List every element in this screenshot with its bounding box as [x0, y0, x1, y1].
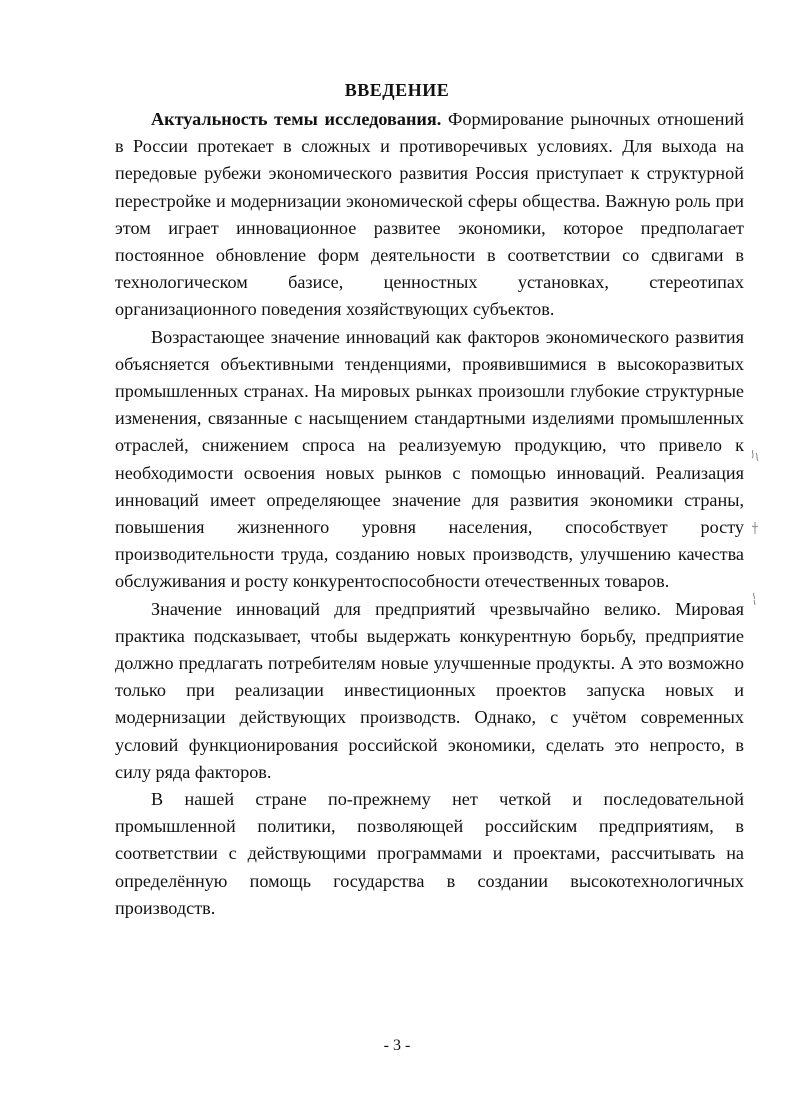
paragraph-text: В нашей стране по-прежнему нет четкой и последовательной промышленной политики, позволяющей российским предприятиям, в соответствии с действующими программами и проектами, рассчитывать на определённую помощь государства в создании высокотехнологичных производств.: [115, 789, 744, 918]
scan-margin-mark: [749, 592, 761, 606]
paragraph-text: Формирование рыночных отношений в России протекает в сложных и противоречивых условиях. Для выхода на передовые рубежи экономического развития Россия приступает к структурной перестройке и модернизации экономической сферы общества. Важную роль при этом играет инновационное развитее экономики, которое предполагает постоянное обновление форм деятельности в соответствии со сдвигами в технологическом базисе, ценностных установках, стереотипах организационного поведения хозяйствующих субъектов.: [115, 109, 744, 320]
paragraph-innovation-growth: [115, 324, 744, 596]
paragraph-text: Возрастающее значение инноваций как факторов экономического развития объясняется объективными тенденциями, проявившимися в высокоразвитых промышленных странах. На мировых рынках произошли глубокие структурные изменения, связанные с насыщением стандартными изделиями промышленных отраслей, снижением спроса на реализуемую продукцию, что привело к необходимости освоения новых рынков с помощью инноваций. Реализация инноваций имеет определяющее значение для развития экономики страны, повышения жизненного уровня населения, способствует росту производительности труда, созданию новых производств, улучшению качества обслуживания и росту конкурентоспособности отечественных товаров.: [115, 326, 744, 592]
paragraph-enterprise-value: [115, 596, 744, 786]
paragraph-relevance: [115, 106, 744, 324]
body-text: [115, 106, 744, 922]
paragraph-industrial-policy: [115, 786, 744, 922]
paragraph-text: Значение инноваций для предприятий чрезвычайно велико. Мировая практика подсказывает, чтобы выдержать конкурентную борьбу, предприятие должно предлагать потребителям новые улучшенные продукты. А это возможно только при реализации инвестиционных проектов запуска новых и модернизации действующих производств. Однако, с учётом современных условий функционирования российской экономики, сделать это непросто, в силу ряда факторов.: [115, 598, 744, 782]
scan-margin-mark: [749, 449, 761, 463]
paragraph-lead: Актуальность темы исследования.: [151, 109, 442, 129]
scan-margin-mark: [749, 521, 761, 535]
page-number: - 3 -: [383, 1037, 411, 1054]
page-title: ВВЕДЕНИЕ: [344, 80, 450, 100]
